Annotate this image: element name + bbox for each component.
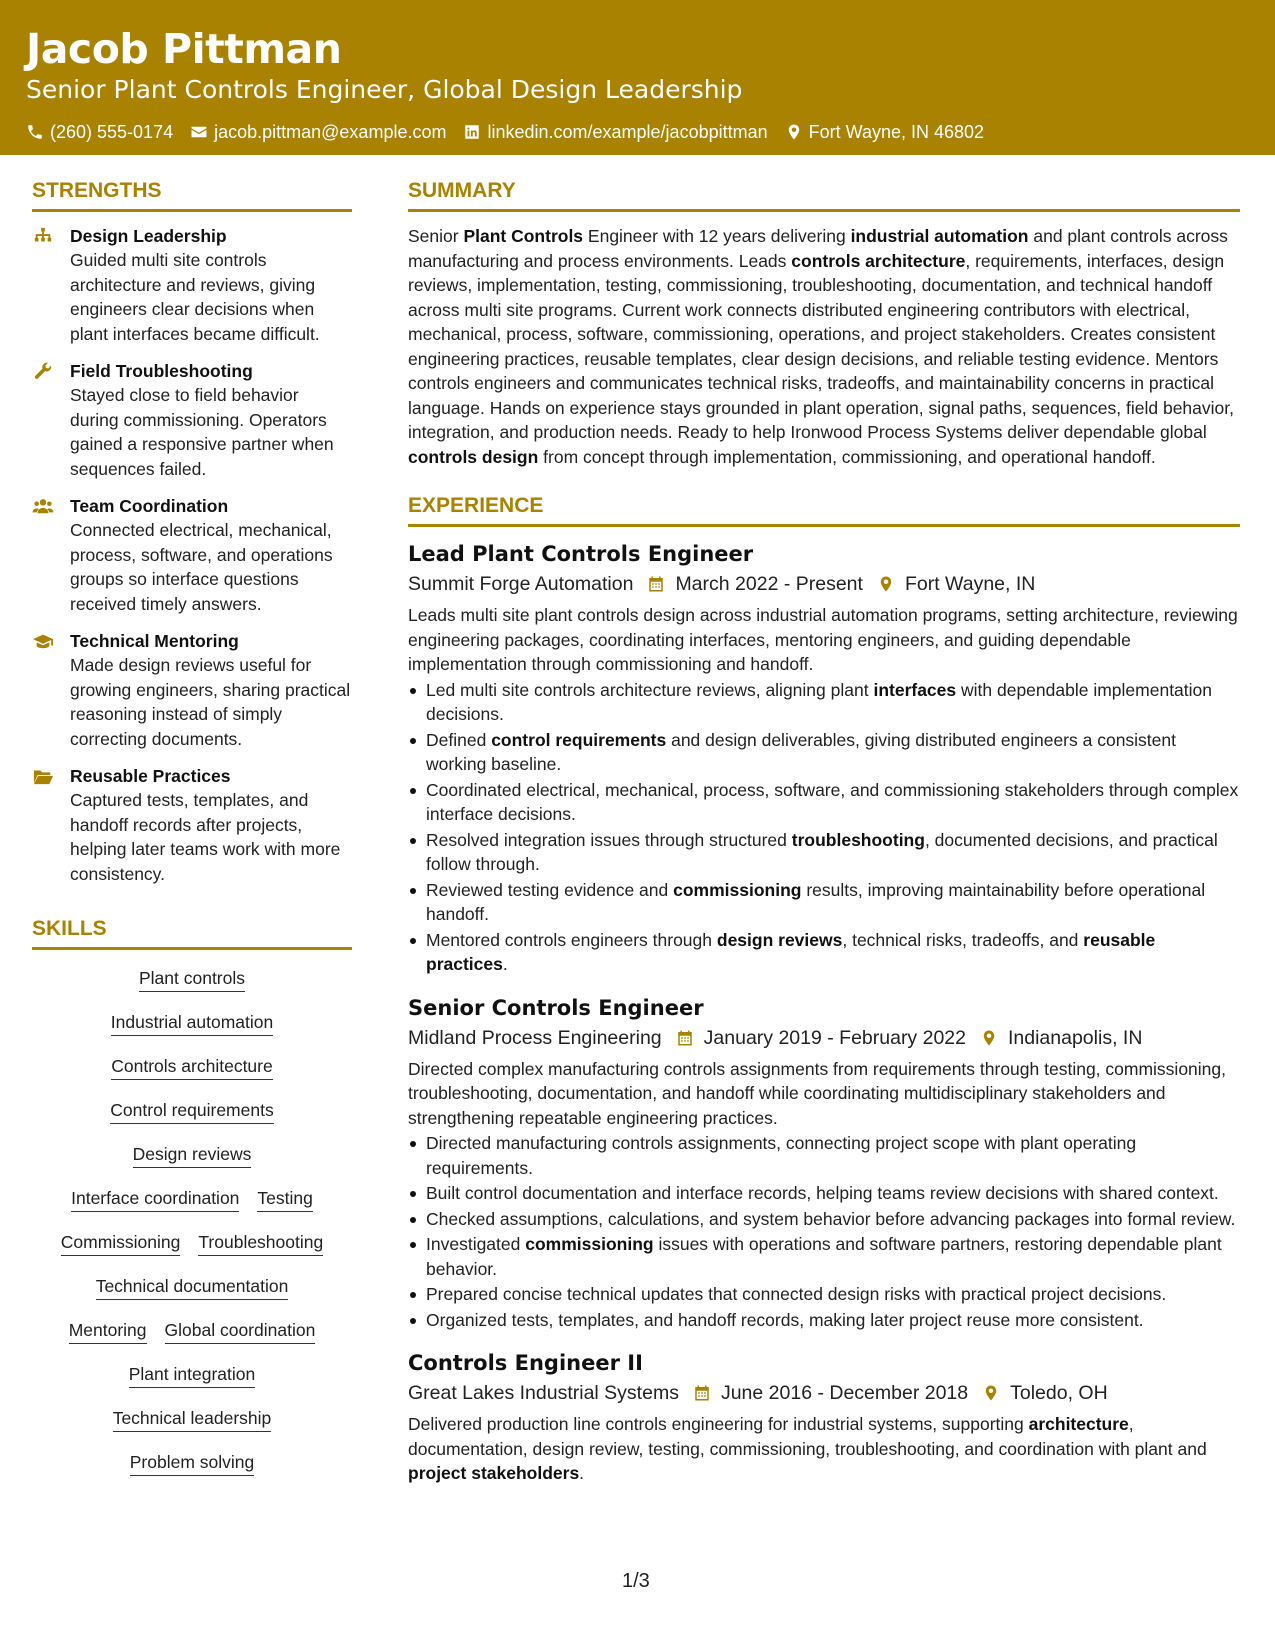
strength-icon-wrap [32,629,70,751]
text-run: Led multi site controls architecture reviews, aligning plant [426,679,874,700]
users-icon [32,496,54,516]
skill-tag: Troubleshooting [198,1230,323,1256]
graduation-cap-icon [32,631,54,651]
strength-body [70,494,352,616]
strength-icon-wrap [32,764,70,886]
job-bullet [408,928,1240,977]
job-meta [408,1023,1240,1053]
strength-desc: Guided multi site controls architecture and reviews, giving engineers clear decisions when plant interfaces became difficult. [70,250,320,344]
strength-desc: Stayed close to field behavior during commissioning. Operators gained a responsive partner when sequences failed. [70,385,334,479]
strength-body [70,359,352,481]
skill-row [32,1406,352,1432]
text-run: with dependable implementation decisions. [426,679,1213,724]
job-entry [408,539,1240,977]
strength-name: Team Coordination [70,496,229,516]
skill-row [32,1318,352,1344]
job-entry [408,993,1240,1333]
map-marker-icon [982,1383,1000,1403]
text-run: Leads multi site plant controls design across industrial automation programs, setting architecture, reviewing engineering packages, coordinating interfaces, mentoring engineers, and guiding dependable implementation through commissioning and handoff. [408,605,1238,674]
text-run: Organized tests, templates, and handoff records, making later project reuse more consistent. [426,1309,1144,1330]
strengths-heading: STRENGTHS [32,176,352,212]
bold-keyword: architecture [1028,1414,1129,1434]
strength-item [32,494,352,616]
skill-tag: Industrial automation [111,1010,273,1036]
job-dates: January 2019 - February 2022 [703,1026,966,1049]
job-bullet [408,728,1240,777]
text-run: Mentored controls engineers through [426,929,717,950]
strength-body [70,764,352,886]
job-description [408,1412,1240,1486]
wrench-icon [32,361,54,381]
job-description [408,1057,1240,1131]
skill-row [32,1274,352,1300]
job-bullets [408,1131,1240,1332]
job-company: Summit Forge Automation [408,573,634,595]
job-bullet [408,778,1240,827]
contact-bar [26,121,1249,143]
bold-keyword: commissioning [673,879,802,900]
bold-keyword: design reviews [716,929,843,950]
strength-name: Design Leadership [70,226,227,246]
skills-list [32,962,352,1476]
calendar-icon [647,574,665,594]
text-run: results, improving maintainability before operational handoff. [426,879,1206,924]
text-run: . [579,1463,585,1483]
strength-name: Technical Mentoring [70,631,239,651]
job-meta [408,1378,1240,1408]
resume-header [0,0,1275,155]
text-run: , documentation, design review, testing, commissioning, troubleshooting, and coordination with plant and [408,1414,1207,1459]
strength-item [32,629,352,751]
job-dates: March 2022 - Present [675,573,863,595]
skill-tag: Global coordination [165,1318,316,1344]
strengths-list [32,224,352,886]
strength-name: Field Troubleshooting [70,361,253,381]
text-run: and plant controls across manufacturing and process environments. Leads [408,226,1228,271]
text-run: Reviewed testing evidence and [426,879,674,900]
email-text: jacob.pittman@example.com [214,122,447,142]
text-run: . [502,954,508,974]
text-run: and design deliverables, giving distributed engineers a consistent working baseline. [426,729,1176,774]
skill-row [32,1098,352,1124]
summary-text [408,224,1240,469]
skill-tag: Technical documentation [96,1274,289,1300]
text-run: Senior [408,226,464,246]
map-marker-icon [785,123,803,141]
job-description [408,603,1240,677]
contact-location [785,121,984,143]
job-title: Controls Engineer II [408,1351,643,1375]
skill-tag: Testing [257,1186,312,1212]
job-bullet [408,1232,1240,1281]
contact-phone[interactable] [26,121,173,143]
bold-keyword: project stakeholders [408,1463,580,1483]
phone-icon [26,123,44,141]
experience-heading: EXPERIENCE [408,491,1240,527]
text-run: , technical risks, tradeoffs, and [842,929,1084,950]
skill-row [32,1362,352,1388]
job-location: Indianapolis, IN [1007,1026,1143,1049]
text-run: Directed manufacturing controls assignments, connecting project scope with plant operating requirements. [426,1133,1137,1178]
job-bullet [408,1131,1240,1180]
skill-tag: Commissioning [61,1230,181,1256]
job-bullet [408,828,1240,877]
skills-heading: SKILLS [32,914,352,950]
job-company: Great Lakes Industrial Systems [408,1382,679,1404]
contact-linkedin[interactable] [463,121,767,143]
sitemap-icon [32,226,54,246]
bold-keyword: controls design [408,446,539,467]
contact-email[interactable] [190,121,446,143]
job-bullet [408,1207,1240,1232]
job-title: Senior Controls Engineer [408,995,704,1020]
job-bullet [408,1282,1240,1307]
skill-tag: Plant integration [129,1362,255,1388]
strength-desc: Captured tests, templates, and handoff records after projects, helping later teams work with more consistency. [70,790,341,884]
bold-keyword: controls architecture [791,250,966,271]
bold-keyword: control requirements [491,729,667,750]
skill-row [32,1230,352,1256]
strength-icon-wrap [32,224,70,346]
skill-tag: Technical leadership [113,1406,272,1432]
experience-list [408,539,1240,1486]
strength-item [32,764,352,886]
strength-item [32,224,352,346]
job-meta [408,569,1240,599]
bold-keyword: interfaces [873,679,957,700]
calendar-icon [693,1383,711,1403]
text-run: Engineer with 12 years delivering [583,226,851,246]
strength-name: Reusable Practices [70,766,231,786]
bold-keyword: commissioning [525,1234,654,1254]
text-run: Investigated [426,1234,526,1254]
skill-tag: Problem solving [130,1450,255,1476]
strength-body [70,224,352,346]
job-bullet [408,678,1240,727]
bold-keyword: industrial automation [850,226,1029,246]
strength-icon-wrap [32,359,70,481]
text-run: Coordinated electrical, mechanical, process, software, and commissioning stakeholders through complex interface decisions. [426,779,1239,824]
calendar-icon [676,1028,694,1048]
envelope-icon [190,123,208,141]
job-entry [408,1348,1240,1486]
skill-row [32,1142,352,1168]
skill-tag: Interface coordination [71,1186,239,1212]
folder-open-icon [32,766,54,786]
candidate-title: Senior Plant Controls Engineer, Global Design Leadership [26,75,743,104]
skill-row [32,1054,352,1080]
text-run: Delivered production line controls engineering for industrial systems, supporting [408,1414,1029,1434]
strength-desc: Made design reviews useful for growing engineers, sharing practical reasoning instead of simply correcting documents. [70,655,351,749]
skill-row [32,1010,352,1036]
skill-tag: Design reviews [133,1142,252,1168]
strength-body [70,629,352,751]
bold-keyword: troubleshooting [791,829,925,850]
job-company: Midland Process Engineering [408,1026,662,1049]
text-run: Checked assumptions, calculations, and system behavior before advancing packages into formal review. [426,1208,1236,1229]
location-text: Fort Wayne, IN 46802 [808,122,985,142]
job-bullet [408,878,1240,927]
text-run: Built control documentation and interface records, helping teams review decisions with shared context. [426,1183,1219,1203]
skill-tag: Mentoring [69,1318,147,1344]
text-run: , documented decisions, and practical follow through. [426,829,1218,874]
skill-row [32,966,352,992]
strength-desc: Connected electrical, mechanical, process, software, and operations groups so interface questions received timely answers. [70,520,333,614]
skill-tag: Plant controls [139,966,245,992]
job-dates: June 2016 - December 2018 [720,1382,969,1404]
job-bullets [408,678,1240,977]
skill-tag: Controls architecture [111,1054,272,1080]
right-column [408,176,1240,1502]
map-marker-icon [877,574,895,594]
text-run: Prepared concise technical updates that connected design risks with practical project decisions. [426,1284,1167,1304]
candidate-name: Jacob Pittman [26,25,342,73]
strength-item [32,359,352,481]
job-location: Toledo, OH [1010,1382,1108,1404]
skills-section [32,914,352,1476]
skill-tag: Control requirements [110,1098,273,1124]
skill-row [32,1450,352,1476]
text-run: Directed complex manufacturing controls assignments from requirements through testing, commissioning, troubleshooting, documentation, and handoff while coordinating multidisciplinary stakeholders and strengthening repeatable engineering practices. [408,1058,1226,1128]
job-bullet [408,1308,1240,1333]
map-marker-icon [980,1028,998,1048]
text-run: , requirements, interfaces, design reviews, implementation, testing, commissioning, troubleshooting, documentation, and technical handoff across multi site programs. Current work connects distributed engineering contributors with electrical, mechanical, process, software, commissioning, operations, and project stakeholders. Creates consistent engineering practices, reusable templates, clear design decisions, and reliable testing evidence. Mentors controls engineers and communicates technical risks, tradeoffs, and maintainability concerns in practical language. Hands on experience stays grounded in plant operation, signal paths, sequences, field behavior, integration, and production needs. Ready to help Ironwood Process Systems deliver dependable global [408,250,1234,442]
strength-icon-wrap [32,494,70,616]
text-run: issues with operations and software partners, restoring dependable plant behavior. [426,1234,1222,1279]
text-run: Defined [426,729,492,750]
bold-keyword: reusable practices [426,929,1156,974]
phone-text: (260) 555-0174 [50,122,174,142]
page-number: 1/3 [622,1570,650,1592]
linkedin-icon [463,123,481,141]
job-location: Fort Wayne, IN [904,573,1036,595]
text-run: from concept through implementation, commissioning, and operational handoff. [538,446,1156,467]
left-column [32,176,352,1476]
text-run: Resolved integration issues through structured [426,829,792,850]
job-title: Lead Plant Controls Engineer [408,542,754,566]
linkedin-text: linkedin.com/example/jacobpittman [487,122,768,142]
summary-heading: SUMMARY [408,176,1240,212]
skill-row [32,1186,352,1212]
bold-keyword: Plant Controls [463,226,584,246]
job-bullet [408,1181,1240,1206]
